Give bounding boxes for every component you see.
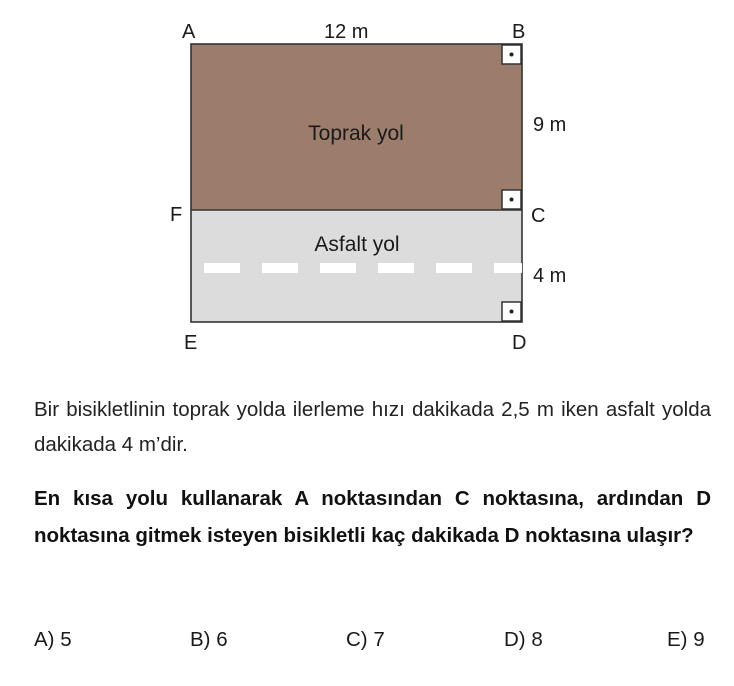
dimension-label-ab: 12 m: [324, 21, 369, 43]
option-b[interactable]: B) 6: [190, 628, 228, 651]
asphalt-road-region: [191, 210, 522, 322]
answer-options: [34, 628, 711, 658]
option-c[interactable]: C) 7: [346, 628, 385, 651]
region-label-dirt: Toprak yol: [308, 122, 404, 145]
right-angle-marker-b: [502, 45, 521, 64]
point-label-c: C: [531, 205, 546, 227]
right-angle-marker-c: [502, 190, 521, 209]
region-label-asphalt: Asfalt yol: [314, 233, 400, 256]
point-label-f: F: [170, 204, 183, 226]
right-angle-marker-d: [502, 302, 521, 321]
problem-intro-text: Bir bisikletlinin toprak yolda ilerleme hızı dakikada 2,5 m iken asfalt yolda dakikada 4 m’dir.: [34, 398, 711, 456]
point-label-b: B: [512, 21, 526, 43]
option-d[interactable]: D) 8: [504, 628, 543, 651]
point-label-d: D: [512, 332, 527, 354]
option-e[interactable]: E) 9: [667, 628, 705, 651]
dimension-label-cd: 4 m: [533, 265, 567, 287]
point-label-e: E: [184, 332, 198, 354]
dimension-label-bc: 9 m: [533, 114, 567, 136]
option-a[interactable]: A) 5: [34, 628, 72, 651]
point-label-a: A: [182, 21, 196, 43]
problem-question-text: En kısa yolu kullanarak A noktasından C noktasına, ardından D noktasına gitmek isteyen bisikletli kaç dakikada D noktasına ulaşır?: [34, 487, 711, 547]
